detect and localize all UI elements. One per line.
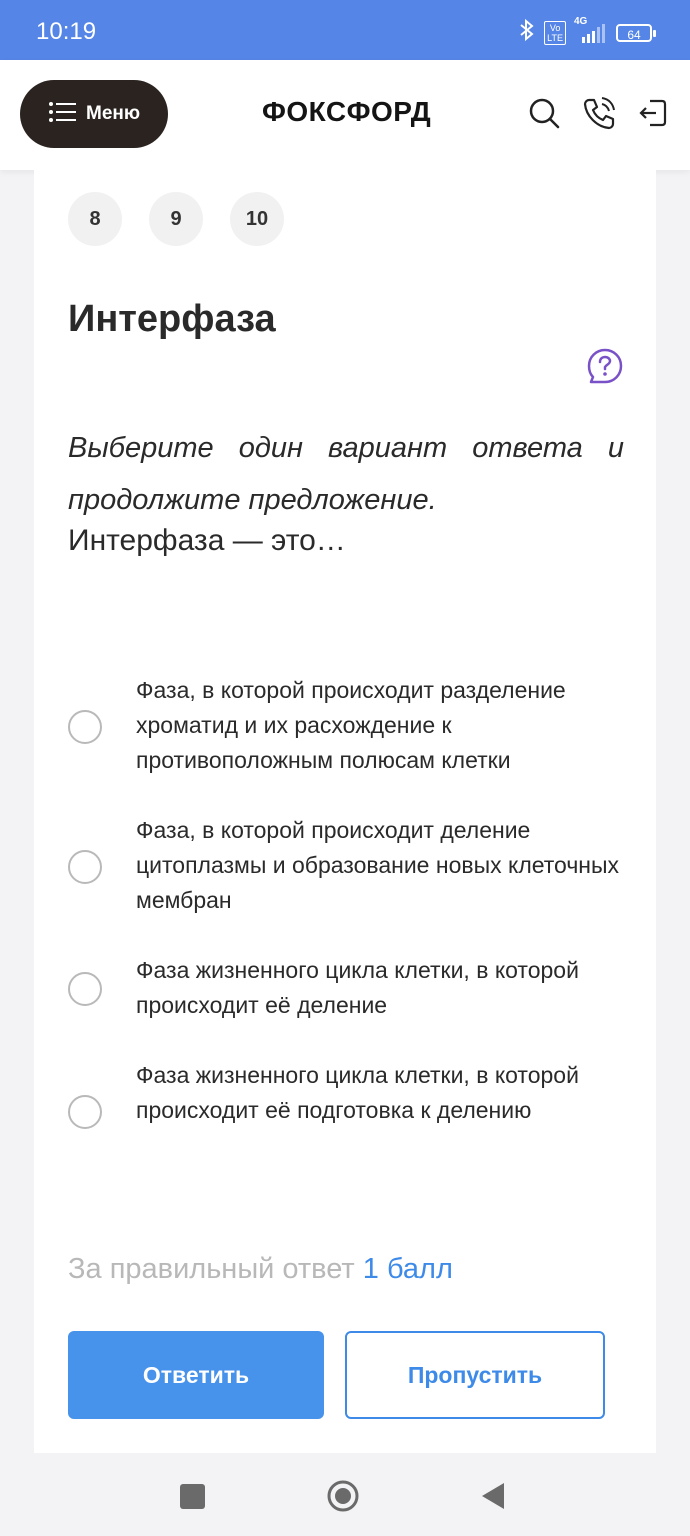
question-number-10[interactable]: 10 [230,192,284,246]
volte-badge: Vo LTE [544,21,566,45]
site-header [0,60,690,170]
menu-button[interactable] [20,80,168,148]
question-number-8[interactable]: 8 [68,192,122,246]
option-text: Фаза жизненного цикла клетки, в которой происходит её деление [136,957,579,1018]
home-icon[interactable] [326,1479,360,1513]
signal-icon [574,16,608,44]
hamburger-icon [48,101,76,128]
score-prefix: За правильный ответ [68,1253,355,1285]
phone-icon[interactable] [582,96,616,130]
question-number-9[interactable]: 9 [149,192,203,246]
help-icon[interactable] [586,347,624,385]
task-card [34,170,656,1453]
radio-button[interactable] [68,850,102,884]
search-icon[interactable] [527,96,561,130]
radio-button[interactable] [68,972,102,1006]
option-text: Фаза, в которой происходит разделение хроматид и их расхождение к противоположным полюсам клетки [136,677,566,773]
status-icons [518,18,652,48]
menu-label: Меню [86,103,141,124]
skip-button[interactable]: Пропустить [345,1331,605,1419]
bluetooth-icon [518,18,536,48]
logout-icon[interactable] [636,96,670,130]
battery-icon: 64 [616,24,652,42]
status-time: 10:19 [36,18,97,45]
answer-button[interactable]: Ответить [68,1331,324,1419]
option-text: Фаза, в которой происходит деление цитоплазмы и образование новых клеточных мембран [136,817,620,913]
status-bar [0,0,690,60]
system-nav-bar [0,1453,690,1536]
recents-icon[interactable] [180,1484,205,1509]
task-question: Интерфаза — это… [68,524,346,557]
network-type-label: 4G [574,16,588,27]
option-text: Фаза жизненного цикла клетки, в которой происходит её подготовка к делению [136,1062,579,1123]
back-icon[interactable] [480,1481,506,1511]
score-info [68,1253,453,1286]
radio-button[interactable] [68,710,102,744]
score-points: 1 балл [362,1253,453,1285]
task-instruction: Выберите один вариант ответа и продолжите предложение. [68,432,624,516]
radio-button[interactable] [68,1095,102,1129]
task-title: Интерфаза [68,298,276,340]
foxford-logo[interactable]: ФОКСФОРД [262,96,432,127]
